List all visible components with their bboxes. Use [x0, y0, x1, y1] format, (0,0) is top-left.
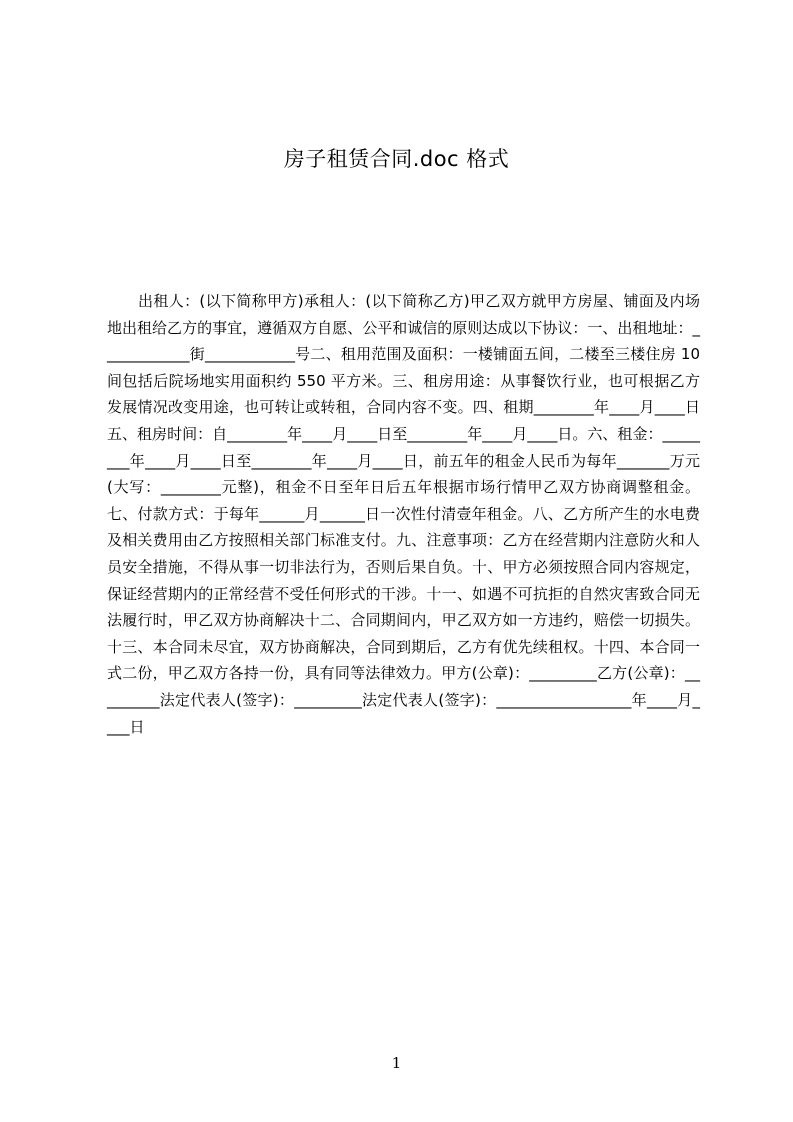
page-number: 1	[391, 1054, 402, 1072]
document-title: 房子租赁合同.doc 格式	[283, 147, 510, 171]
contract-body: 出租人：(以下简称甲方)承租人：(以下简称乙方)甲乙双方就甲方房屋、铺面及内场地出租给乙方的事宜，遵循双方自愿、公平和诚信的原则达成以下协议：一、出租地址：____________街____________号二、租用范围及面积：一楼铺面五间，二楼至三楼住房 10 间包括后院场地实用面积约 550 平方米。三、租房用途：从事餐饮行业，也可根据乙方发展情况改变用途，也可转让或转租，合同内容不变。四、租期________年____月____日五、租房时间：自________年____月____日至________年____月____日。六、租金：________年____月____日至________年____月____日，前五年的租金人民币为每年_______万元(大写：________元整)，租金不日至年日后五年根据市场行情甲乙双方协商调整租金。七、付款方式：于每年______月______日一次性付清壹年租金。八、乙方所产生的水电费及相关费用由乙方按照相关部门标准支付。九、注意事项：乙方在经营期内注意防火和人员安全措施，不得从事一切非法行为，否则后果自负。十、甲方必须按照合同内容规定，保证经营期内的正常经营不受任何形式的干涉。十一、如遇不可抗拒的自然灾害致合同无法履行时，甲乙双方协商解决十二、合同期间内，甲乙双方如一方违约，赔偿一切损失。十三、本合同未尽宜，双方协商解决，合同到期后，乙方有优先续租权。十四、本合同一式二份，甲乙双方各持一份，具有同等法律效力。甲方(公章)：_________乙方(公章)：_________法定代表人(签字)：_________法定代表人(签字)：__________________年____月____日	[107, 292, 700, 736]
